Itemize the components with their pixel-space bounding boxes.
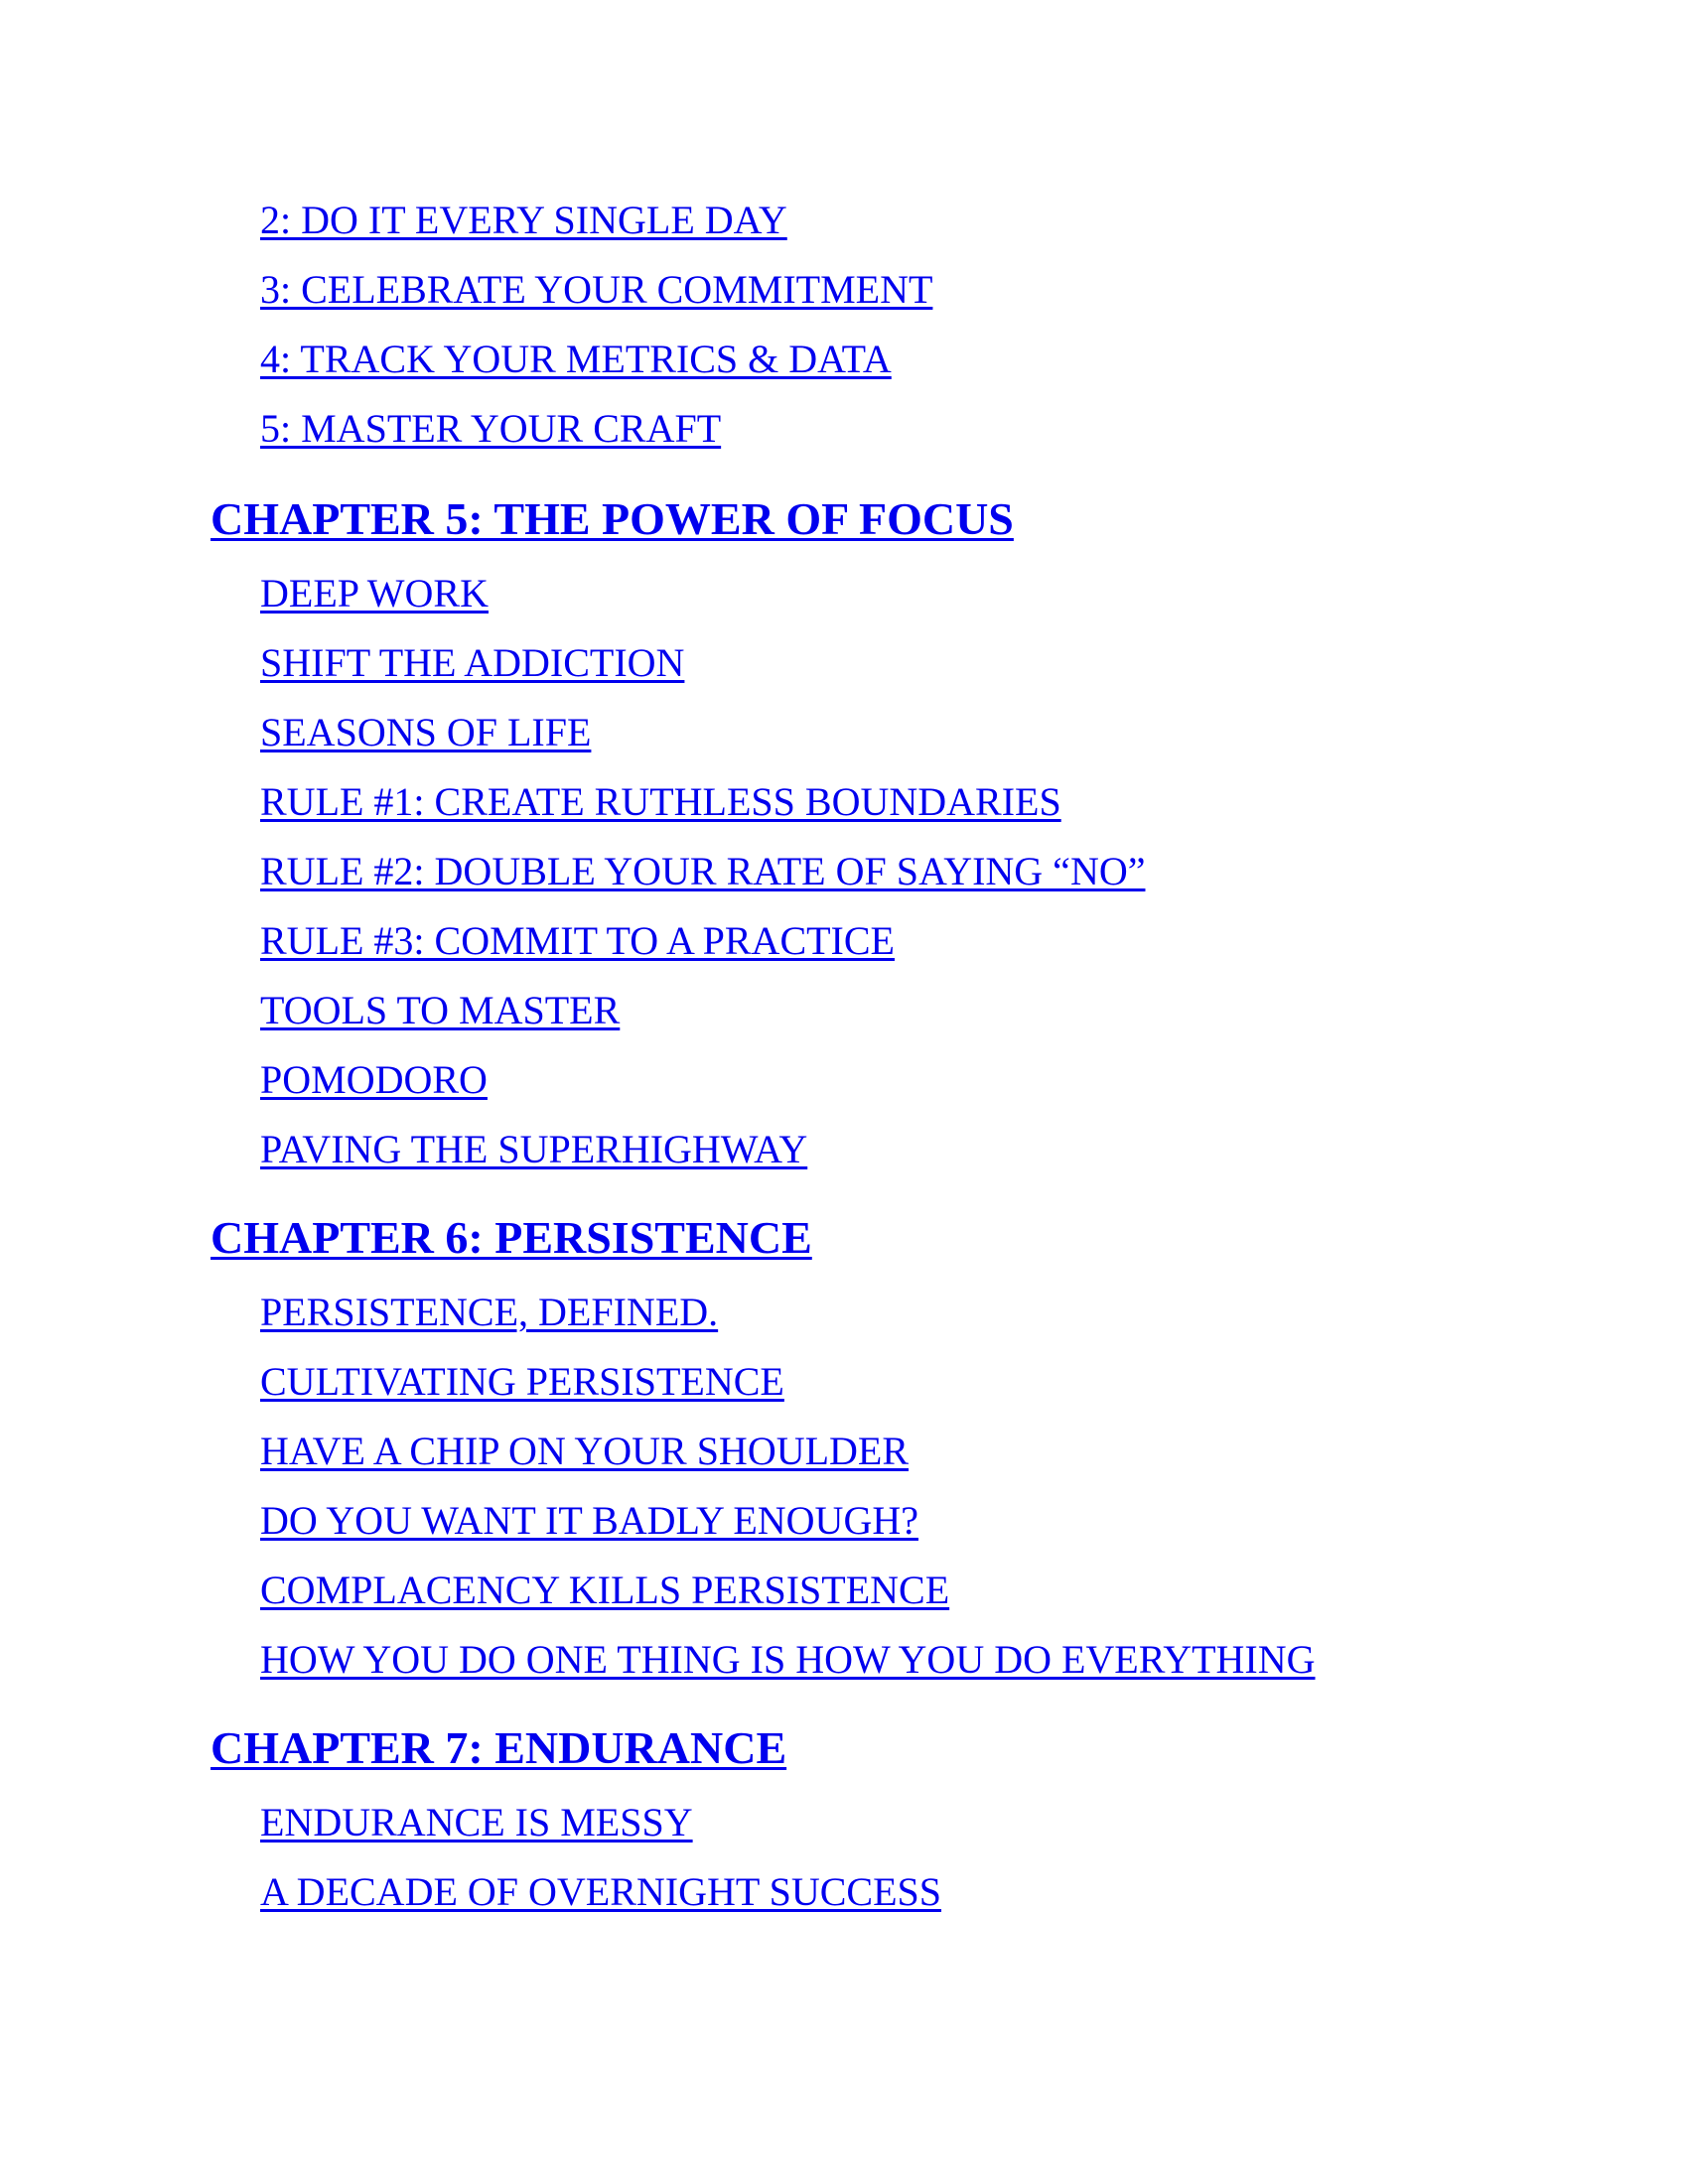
toc-entry-deep-work[interactable]: DEEP WORK (260, 571, 489, 615)
toc-entry-rule-3-commit-to-a-practice[interactable]: RULE #3: COMMIT TO A PRACTICE (260, 918, 895, 963)
toc-entry-do-you-want-it-badly-enough[interactable]: DO YOU WANT IT BADLY ENOUGH? (260, 1498, 918, 1543)
toc-entry-pomodoro[interactable]: POMODORO (260, 1057, 488, 1102)
toc-entry-cultivating-persistence[interactable]: CULTIVATING PERSISTENCE (260, 1359, 784, 1404)
toc-entry-rule-2-double-your-rate-of-saying-no[interactable]: RULE #2: DOUBLE YOUR RATE OF SAYING “NO” (260, 849, 1146, 893)
toc-entry-a-decade-of-overnight-success[interactable]: A DECADE OF OVERNIGHT SUCCESS (260, 1869, 942, 1914)
toc-entry-how-you-do-one-thing[interactable]: HOW YOU DO ONE THING IS HOW YOU DO EVERYTHING (260, 1637, 1316, 1682)
toc-entry-master-your-craft[interactable]: 5: MASTER YOUR CRAFT (260, 406, 722, 451)
toc-entry-tools-to-master[interactable]: TOOLS TO MASTER (260, 988, 621, 1032)
toc-entry-shift-the-addiction[interactable]: SHIFT THE ADDICTION (260, 640, 685, 685)
toc-entry-paving-the-superhighway[interactable]: PAVING THE SUPERHIGHWAY (260, 1127, 808, 1171)
toc-chapter-5-the-power-of-focus[interactable]: CHAPTER 5: THE POWER OF FOCUS (211, 493, 1014, 544)
toc-entry-seasons-of-life[interactable]: SEASONS OF LIFE (260, 710, 592, 754)
toc-chapter-7-endurance[interactable]: CHAPTER 7: ENDURANCE (211, 1722, 787, 1773)
toc-entry-endurance-is-messy[interactable]: ENDURANCE IS MESSY (260, 1800, 693, 1844)
toc-entry-have-a-chip-on-your-shoulder[interactable]: HAVE A CHIP ON YOUR SHOULDER (260, 1429, 910, 1473)
toc-entry-track-your-metrics-data[interactable]: 4: TRACK YOUR METRICS & DATA (260, 337, 892, 381)
toc-entry-complacency-kills-persistence[interactable]: COMPLACENCY KILLS PERSISTENCE (260, 1568, 950, 1612)
toc-entry-persistence-defined[interactable]: PERSISTENCE, DEFINED. (260, 1290, 719, 1334)
toc-chapter-6-persistence[interactable]: CHAPTER 6: PERSISTENCE (211, 1212, 812, 1263)
toc-entry-celebrate-your-commitment[interactable]: 3: CELEBRATE YOUR COMMITMENT (260, 267, 933, 312)
toc-entry-rule-1-create-ruthless-boundaries[interactable]: RULE #1: CREATE RUTHLESS BOUNDARIES (260, 779, 1061, 824)
toc-entry-do-it-every-single-day[interactable]: 2: DO IT EVERY SINGLE DAY (260, 198, 787, 242)
